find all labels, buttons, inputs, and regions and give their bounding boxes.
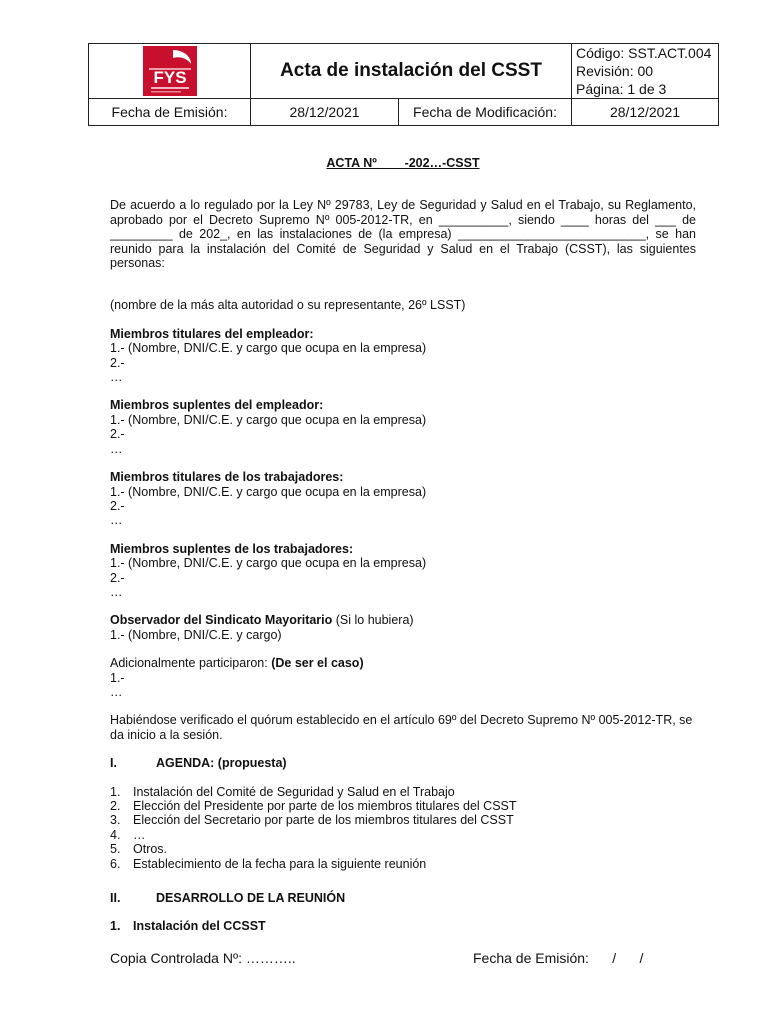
group-line: 1.- (Nombre, DNI/C.E. y cargo que ocupa en la empresa) (110, 341, 427, 356)
group-suplentes-trabajadores (110, 542, 696, 600)
document-header-table (88, 43, 719, 126)
pagina-text: Página: 1 de 3 (576, 81, 667, 97)
group-line: 1.- (Nombre, DNI/C.E. y cargo que ocupa en la empresa) (110, 484, 427, 499)
document-body (110, 150, 696, 934)
adicional-note: (De ser el caso) (271, 656, 364, 671)
group-suplentes-empleador (110, 398, 696, 456)
list-text: … (133, 827, 146, 842)
fecha-modificacion-label: Fecha de Modificación: (399, 99, 572, 126)
group-heading: Miembros suplentes de los trabajadores: (110, 541, 354, 556)
adicional-label: Adicionalmente participaron: (110, 656, 272, 671)
footer-fecha-emision: Fecha de Emisión: / / (473, 950, 644, 966)
list-text: Otros. (133, 842, 168, 857)
document-meta (572, 44, 719, 99)
group-heading: Miembros titulares del empleador: (110, 326, 314, 341)
observador-heading: Observador del Sindicato Mayoritario (110, 613, 333, 628)
section-title: DESARROLLO DE LA REUNIÓN (156, 891, 346, 906)
list-item (110, 813, 696, 827)
group-line: … (110, 513, 123, 528)
copia-controlada: Copia Controlada Nº: ……….. (110, 950, 296, 966)
logo-cell (89, 44, 251, 99)
observador-note: (Si lo hubiera) (332, 613, 414, 628)
group-line: … (110, 584, 123, 599)
group-line: 1.- (Nombre, DNI/C.E. y cargo que ocupa en la empresa) (110, 556, 427, 571)
list-number: 1. (110, 784, 121, 799)
adicional-block (110, 656, 696, 699)
list-item (110, 857, 696, 871)
section-number: II. (110, 891, 121, 906)
group-line: 1.- (Nombre, DNI/C.E. y cargo que ocupa en la empresa) (110, 412, 427, 427)
agenda-list (110, 785, 696, 871)
list-item (110, 828, 696, 842)
acta-title: ACTA Nº -202…-CSST (326, 156, 480, 170)
list-text: Instalación del Comité de Seguridad y Salud en el Trabajo (133, 784, 455, 799)
list-text: Elección del Secretario por parte de los miembros titulares del CSST (133, 813, 514, 828)
document-title: Acta de instalación del CSST (251, 44, 572, 99)
autoridad-line: (nombre de la más alta autoridad o su representante, 26º LSST) (110, 298, 466, 313)
group-line: 2.- (110, 427, 125, 442)
list-text: Elección del Presidente por parte de los miembros titulares del CSST (133, 799, 517, 813)
group-line: 2.- (110, 355, 125, 370)
list-number: 5. (110, 842, 121, 857)
list-text: Establecimiento de la fecha para la siguiente reunión (133, 856, 427, 871)
group-line: … (110, 370, 123, 385)
group-line: 2.- (110, 570, 125, 585)
group-titulares-trabajadores (110, 470, 696, 528)
fecha-emision-label: Fecha de Emisión: (89, 99, 251, 126)
group-line: … (110, 441, 123, 456)
codigo-text: Código: SST.ACT.004 (576, 45, 712, 61)
list-number: 4. (110, 827, 121, 842)
group-heading: Miembros titulares de los trabajadores: (110, 470, 344, 485)
observador-line: 1.- (Nombre, DNI/C.E. y cargo) (110, 627, 282, 642)
list-item (110, 842, 696, 856)
company-logo (143, 46, 197, 96)
adicional-line: … (110, 684, 123, 699)
observador-block (110, 613, 696, 642)
fecha-modificacion-value: 28/12/2021 (572, 99, 719, 126)
intro-paragraph: De acuerdo a lo regulado por la Ley Nº 29783, Ley de Seguridad y Salud en el Trabajo, su Reglamento, aprobado por el Decreto Supremo Nº 005-2012-TR, en __________, siendo ____ horas del ___ de _________ de 202_, en las instalaciones de (la empresa) ___________________________, se han reunido para la instalación del Comité de Seguridad y Salud en el Trabajo (CSST), las siguientes personas: (110, 198, 696, 271)
logo-text: FYS (152, 68, 187, 87)
list-number: 3. (110, 813, 121, 828)
list-item (110, 799, 696, 813)
section-title: AGENDA: (propuesta) (156, 756, 287, 771)
section-number: I. (110, 756, 117, 771)
group-heading: Miembros suplentes del empleador: (110, 398, 324, 413)
fecha-emision-value: 28/12/2021 (251, 99, 399, 126)
group-titulares-empleador (110, 327, 696, 385)
subsection-title: Instalación del CCSST (133, 919, 266, 934)
list-number: 2. (110, 799, 121, 813)
list-item (110, 785, 696, 799)
quorum-paragraph: Habiéndose verificado el quórum establecido en el artículo 69º del Decreto Supremo Nº 005-2012-TR, se da inicio a la sesión. (110, 713, 693, 742)
revision-text: Revisión: 00 (576, 63, 654, 79)
group-line: 2.- (110, 498, 125, 513)
adicional-line: 1.- (110, 670, 125, 685)
section-agenda-heading (110, 756, 696, 770)
subsection-heading (110, 919, 696, 933)
list-number: 6. (110, 856, 121, 871)
subsection-number: 1. (110, 919, 121, 934)
section-desarrollo-heading (110, 891, 696, 905)
